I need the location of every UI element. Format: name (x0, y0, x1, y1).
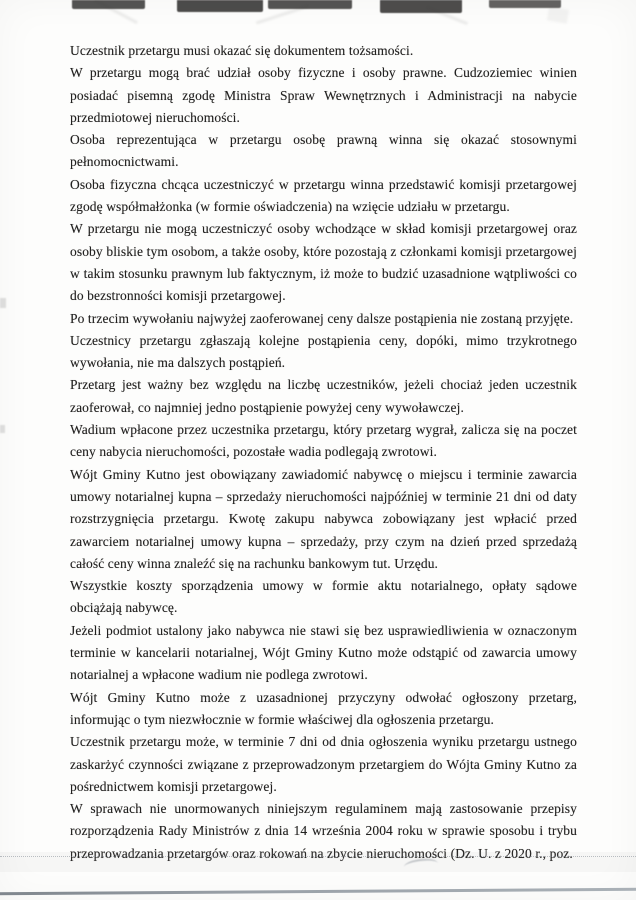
paragraph: Uczestnicy przetargu zgłaszają kolejne postąpienia ceny, dopóki, mimo trzykrotnego wywołania, nie ma dalszych postąpień. (70, 332, 577, 371)
paragraph: Wszystkie koszty sporządzenia umowy w formie aktu notarialnego, opłaty sądowe obciążają nabywcę. (70, 578, 577, 616)
paragraph: Wójt Gminy Kutno może z uzasadnionej przyczyny odwołać ogłoszony przetarg, informując o tym niezwłocznie w formie właściwej dla ogłoszenia przetargu. (70, 689, 577, 727)
scan-artifact-top-block (177, 0, 263, 12)
paragraph: Osoba fizyczna chcąca uczestniczyć w przetargu winna przedstawić komisji przetargowej zgodę współmałżonka (w formie oświadczenia) na wzięcie udziału w przetargu. (70, 176, 577, 215)
scan-artifact-top-block (268, 0, 352, 9)
paragraph: Po trzecim wywołaniu najwyżej zaoferowanej ceny dalsze postąpienia nie zostaną przyjęte. (70, 310, 574, 326)
paragraph: Uczestnik przetargu musi okazać się dokumentem tożsamości. (70, 43, 414, 58)
document-body (70, 40, 577, 865)
paragraph: W sprawach nie unormowanych niniejszym regulaminem mają zastosowanie przepisy rozporządzenia Rady Ministrów z dnia 14 września 2004 roku w sprawie sposobu i trybu przeprowadzania przetargów oraz rokowań na zbycie nieruchomości (Dz. U. z 2020 r., poz. (70, 801, 577, 861)
scan-smudge (547, 6, 569, 23)
paragraph: Wadium wpłacone przez uczestnika przetargu, który przetarg wygrał, zalicza się na poczet ceny nabycia nieruchomości, pozostałe wadia podlegają zwrotowi. (70, 422, 577, 460)
scan-artifact-top-block (380, 0, 462, 13)
scan-edge-mark (0, 298, 6, 308)
scan-edge-mark (0, 425, 5, 433)
paragraph: W przetargu nie mogą uczestniczyć osoby wchodzące w skład komisji przetargowej oraz osoby bliskie tym osobom, a także osoby, które pozostają z członkami komisji przetargowej w takim stosunku prawnym lub faktycznym, iż może to budzić uzasadnione wątpliwości co do bezstronności komisji przetargowej. (70, 221, 577, 304)
scan-gray-band (0, 852, 636, 872)
paragraph: Wójt Gminy Kutno jest obowiązany zawiadomić nabywcę o miejscu i terminie zawarcia umowy notarialnej kupna – sprzedaży nieruchomości najpóźniej w terminie 21 dni od daty rozstrzygnięcia przetargu. Kwotę zakupu nabywca zobowiązany jest wpłacić przed zawarciem notarialnej umowy kupna – sprzedaży, przy czym na dzień przed sprzedażą całość ceny winna znaleźć się na rachunku bankowym tut. Urzędu. (70, 466, 577, 571)
paragraph: Osoba reprezentująca w przetargu osobę prawną winna się okazać stosownymi pełnomocnictwami. (70, 132, 577, 170)
scan-dotted-line (0, 856, 636, 857)
paragraph: Przetarg jest ważny bez względu na liczbę uczestników, jeżeli chociaż jeden uczestnik zaoferował, co najmniej jedno postąpienie powyżej ceny wywoławczej. (70, 377, 577, 415)
scan-bottom-line (0, 888, 636, 895)
paragraph: Jeżeli podmiot ustalony jako nabywca nie stawi się bez usprawiedliwienia w oznaczonym terminie w kancelarii notarialnej, Wójt Gminy Kutno może odstąpić od zawarcia umowy notarialnej a wpłacone wadium nie podlega zwrotowi. (70, 622, 577, 683)
paragraph: Uczestnik przetargu może, w terminie 7 dni od dnia ogłoszenia wyniku przetargu ustnego zaskarżyć czynności związane z przeprowadzonym przetargiem do Wójta Gminy Kutno za pośrednictwem komisji przetargowej. (70, 734, 577, 794)
paragraph: W przetargu mogą brać udział osoby fizyczne i osoby prawne. Cudzoziemiec winien posiadać pisemną zgodę Ministra Spraw Wewnętrznych i Administracji na nabycie przedmiotowej nieruchomości. (70, 65, 577, 125)
